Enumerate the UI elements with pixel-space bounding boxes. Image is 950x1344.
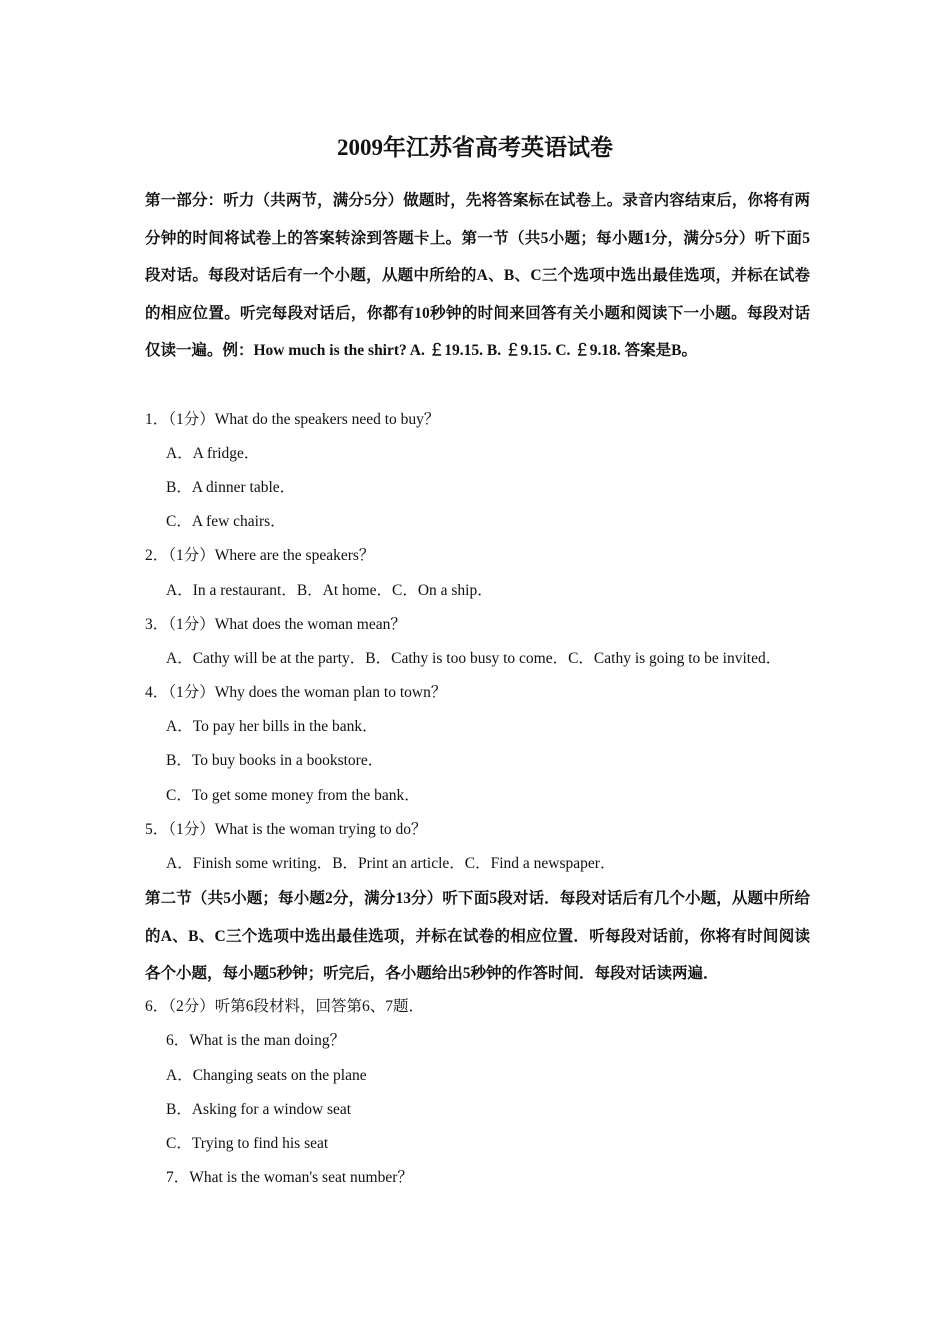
- question-5: 5．（1分）What is the woman trying to do？: [145, 821, 427, 838]
- question-6-group: 6．（2分）听第6段材料，回答第6、7题．: [145, 998, 425, 1015]
- question-4: 4．（1分）Why does the woman plan to town？: [145, 684, 447, 701]
- exam-title: 2009年江苏省高考英语试卷: [337, 135, 613, 160]
- question-5-options: A．Finish some writing．B．Print an article．C．Find a newspaper．: [166, 855, 616, 872]
- question-3-options: A．Cathy will be at the party．B．Cathy is too busy to come．C．Cathy is going to be invited．: [166, 650, 782, 667]
- question-3: 3．（1分）What does the woman mean？: [145, 616, 406, 633]
- question-4-option-c: C．To get some money from the bank．: [166, 787, 420, 804]
- question-1-option-a: A．A fridge．: [166, 445, 260, 462]
- question-4-option-a: A．To pay her bills in the bank．: [166, 718, 378, 735]
- question-2: 2．（1分）Where are the speakers？: [145, 547, 375, 564]
- part2-instructions: 第二节（共5小题；每小题2分，满分13分）听下面5段对话．每段对话后有几个小题，从题中所给的A、B、C三个选项中选出最佳选项，并标在试卷的相应位置．听每段对话前，你将有时间阅读各个小题，每小题5秒钟；听完后，各小题给出5秒钟的作答时间．每段对话读两遍．: [145, 890, 810, 982]
- part1-instructions: 第一部分：听力（共两节，满分5分）做题时，先将答案标在试卷上。录音内容结束后，你将有两分钟的时间将试卷上的答案转涂到答题卡上。第一节（共5小题；每小题1分，满分5分）听下面5段对话。每段对话后有一个小题，从题中所给的A、B、C三个选项中选出最佳选项，并标在试卷的相应位置。听完每段对话后，你都有10秒钟的时间来回答有关小题和阅读下一小题。每段对话仅读一遍。例：How much is the shirt? A. ￡19.15. B. ￡9.15. C. ￡9.18. 答案是B。: [145, 192, 810, 359]
- question-6-option-a: A．Changing seats on the plane: [166, 1067, 367, 1084]
- question-4-option-b: B．To buy books in a bookstore．: [166, 752, 384, 769]
- question-6: 6．What is the man doing？: [166, 1032, 346, 1049]
- question-6-option-c: C．Trying to find his seat: [166, 1135, 329, 1152]
- question-1-option-c: C．A few chairs．: [166, 513, 286, 530]
- question-2-options: A．In a restaurant．B．At home．C．On a ship．: [166, 582, 493, 599]
- question-7: 7．What is the woman's seat number？: [166, 1169, 413, 1186]
- question-1: 1．（1分）What do the speakers need to buy？: [145, 411, 440, 428]
- question-6-option-b: B．Asking for a window seat: [166, 1101, 352, 1118]
- question-1-option-b: B．A dinner table．: [166, 479, 296, 496]
